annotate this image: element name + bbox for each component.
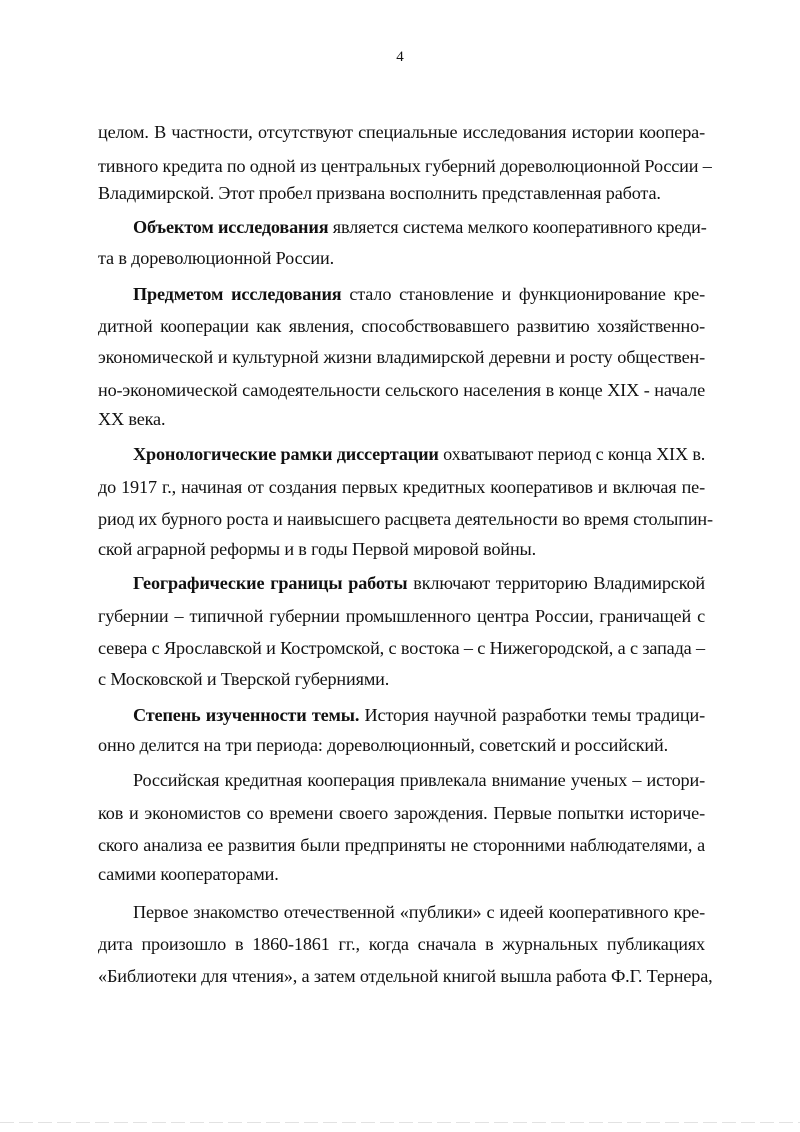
paragraph-4-line-3: риод их бурного роста и наивысшего расцвета деятельности во время столыпин- bbox=[98, 509, 713, 529]
paragraph-3-line-4: но-экономической самодеятельности сельского населения в конце XIX - начале bbox=[98, 380, 705, 400]
paragraph-8-line-1: Первое знакомство отечественной «публики» с идеей кооперативного кре- bbox=[133, 902, 705, 922]
paragraph-6-line-2: онно делится на три периода: дореволюционный, советский и российский. bbox=[98, 735, 668, 755]
subject-of-research-heading: Предметом исследования bbox=[133, 284, 342, 304]
paragraph-8-line-3: «Библиотеки для чтения», а затем отдельной книгой вышла работа Ф.Г. Тернера, bbox=[98, 966, 713, 986]
paragraph-2-line-1 bbox=[133, 215, 705, 239]
paragraph-7-line-1: Российская кредитная кооперация привлекала внимание ученых – истори- bbox=[133, 770, 705, 790]
paragraph-3-line-1 bbox=[133, 282, 705, 306]
geographic-scope-heading: Географические границы работы bbox=[133, 573, 408, 593]
paragraph-2-line-2: та в дореволюционной России. bbox=[98, 248, 334, 268]
paragraph-3-line-2: дитной кооперации как явления, способствовавшего развитию хозяйственно- bbox=[98, 316, 705, 336]
chronological-scope-heading: Хронологические рамки диссертации bbox=[133, 444, 439, 464]
degree-of-study-heading: Степень изученности темы. bbox=[133, 705, 360, 725]
paragraph-4-line-2: до 1917 г., начиная от создания первых кредитных кооперативов и включая пе- bbox=[98, 477, 705, 497]
paragraph-5-line-1-text: включают территорию Владимирской bbox=[407, 573, 706, 593]
paragraph-7-line-2: ков и экономистов со времени своего зарождения. Первые попытки историче- bbox=[98, 803, 705, 823]
object-of-research-heading: Объектом исследования bbox=[133, 217, 329, 237]
paragraph-3-line-5: XX века. bbox=[98, 409, 166, 429]
paragraph-8-line-2: дита произошло в 1860-1861 гг., когда сначала в журнальных публикациях bbox=[98, 934, 705, 954]
paragraph-5-line-3: севера с Ярославской и Костромской, с востока – с Нижегородской, а с запада – bbox=[98, 638, 705, 658]
paragraph-6-line-1 bbox=[133, 703, 705, 727]
paragraph-1-line-2: тивного кредита по одной из центральных губерний дореволюционной России – bbox=[98, 156, 712, 176]
paragraph-4-line-4: ской аграрной реформы и в годы Первой мировой войны. bbox=[98, 539, 537, 559]
paragraph-1-line-3: Владимирской. Этот пробел призвана восполнить представленная работа. bbox=[98, 183, 661, 203]
paragraph-5-line-1 bbox=[133, 571, 705, 595]
page-number: 4 bbox=[396, 49, 404, 65]
paragraph-3-line-3: экономической и культурной жизни владимирской деревни и росту обществен- bbox=[98, 347, 705, 367]
scan-edge-divider bbox=[0, 1122, 800, 1123]
paragraph-3-line-1-text: стало становление и функционирование кре- bbox=[341, 284, 705, 304]
paragraph-4-line-1-text: охватывают период с конца XIX в. bbox=[438, 444, 706, 464]
paragraph-7-line-3: ского анализа ее развития были предприняты не сторонними наблюдателями, а bbox=[98, 835, 705, 855]
paragraph-6-line-1-text: История научной разработки темы традици- bbox=[359, 705, 705, 725]
paragraph-2-line-1-text: является система мелкого кооперативного креди- bbox=[328, 217, 707, 237]
paragraph-5-line-2: губернии – типичной губернии промышленного центра России, граничащей с bbox=[98, 606, 705, 626]
paragraph-5-line-4: с Московской и Тверской губерниями. bbox=[98, 669, 390, 689]
paragraph-7-line-4: самими кооператорами. bbox=[98, 864, 279, 884]
paragraph-1-line-1: целом. В частности, отсутствуют специальные исследования истории коопера- bbox=[98, 122, 705, 142]
paragraph-4-line-1 bbox=[133, 442, 705, 466]
